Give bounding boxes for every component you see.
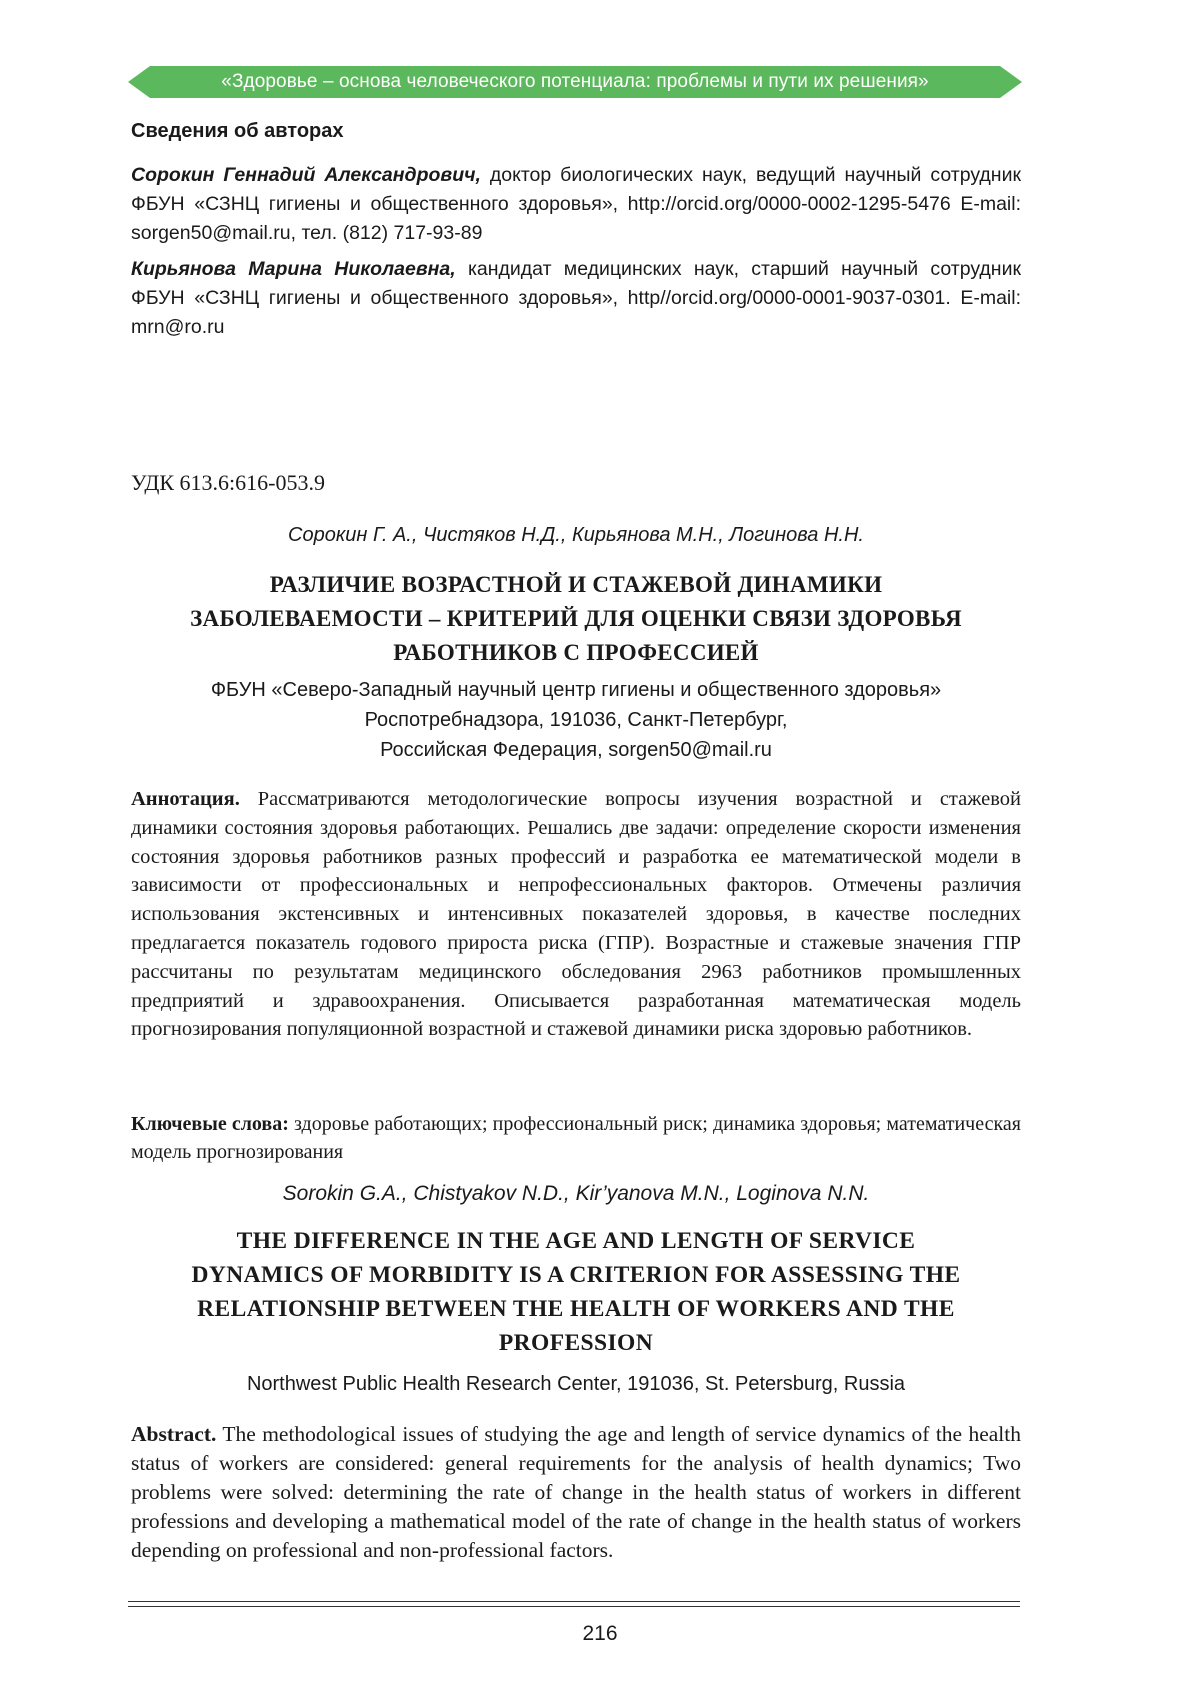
footer-rule-top [128,1601,1020,1602]
ru-affiliation-line: ФБУН «Северо-Западный научный центр гигиены и общественного здоровья» [131,675,1021,705]
annotation-label: Аннотация. [131,788,240,810]
author-info-2 [131,255,1021,342]
udk-code: УДК 613.6:616-053.9 [131,470,1021,496]
keywords-text: здоровье работающих; профессиональный риск; динамика здоровья; математическая модель прогнозирования [131,1113,1021,1163]
annotation-text: Рассматриваются методологические вопросы изучения возрастной и стажевой динамики состояния здоровья работающих. Решались две задачи: определение скорости изменения состояния здоровья работников разных профессий и разработка ее математической модели в зависимости от профессиональных и непрофессиональных факторов. Отмечены различия использования экстенсивных и интенсивных показателей здоровья, в качестве последних предлагается показатель годового прироста риска (ГПР). Возрастные и стажевые значения ГПР рассчитаны по результатам медицинского обследования 2963 работников промышленных предприятий и здравоохранения. Описывается разработанная математическая модель прогнозирования популяционной возрастной и стажевой динамики риска здоровью работников. [131,788,1021,1040]
en-affiliation: Northwest Public Health Research Center, 191036, St. Petersburg, Russia [131,1373,1021,1396]
en-title [131,1224,1021,1360]
author1-details: доктор биологических наук, ведущий научный сотрудник ФБУН «СЗНЦ гигиены и общественного здоровья», http://orcid.org/0000-0002-1295-5476 E-mail: sorgen50@mail.ru, тел. (812) 717-93-89 [131,164,1021,244]
ru-affiliation-line: Российская Федерация, sorgen50@mail.ru [131,735,1021,765]
ru-title [131,568,1021,670]
ru-affiliation-line: Роспотребнадзора, 191036, Санкт-Петербург, [131,705,1021,735]
ru-title-line: РАЗЛИЧИЕ ВОЗРАСТНОЙ И СТАЖЕВОЙ ДИНАМИКИ [131,568,1021,602]
ru-keywords [131,1110,1021,1166]
author1-name: Сорокин Геннадий Александрович, [131,164,481,186]
journal-banner [128,62,1022,102]
en-title-line: RELATIONSHIP BETWEEN THE HEALTH OF WORKERS AND THE [131,1292,1021,1326]
author2-details: кандидат медицинских наук, старший научный сотрудник ФБУН «СЗНЦ гигиены и общественного здоровья», http//orcid.org/0000-0001-9037-0301. E-mail: mrn@ro.ru [131,258,1021,338]
en-title-line: PROFESSION [131,1326,1021,1360]
abstract-label: Abstract. [131,1422,216,1446]
banner-text: «Здоровье – основа человеческого потенциала: проблемы и пути их решения» [128,62,1022,102]
page-number: 216 [0,1622,1200,1646]
footer-rule-bottom [128,1606,1020,1607]
authors-heading: Сведения об авторах [131,120,1021,143]
abstract-text: The methodological issues of studying the age and length of service dynamics of the health status of workers are considered: general requirements for the analysis of health dynamics; Two problems were solved: determining the rate of change in the health status of workers in different professions and developing a mathematical model of the rate of change in the health status of workers depending on professional and non-professional factors. [131,1422,1021,1562]
ru-authors: Сорокин Г. А., Чистяков Н.Д., Кирьянова М.Н., Логинова Н.Н. [131,524,1021,547]
ru-annotation [131,785,1021,1044]
ru-title-line: ЗАБОЛЕВАЕМОСТИ – КРИТЕРИЙ ДЛЯ ОЦЕНКИ СВЯЗИ ЗДОРОВЬЯ [131,602,1021,636]
en-title-line: THE DIFFERENCE IN THE AGE AND LENGTH OF SERVICE [131,1224,1021,1258]
en-abstract [131,1420,1021,1565]
keywords-label: Ключевые слова: [131,1113,289,1135]
en-title-line: DYNAMICS OF MORBIDITY IS A CRITERION FOR ASSESSING THE [131,1258,1021,1292]
author-info-1 [131,161,1021,248]
ru-title-line: РАБОТНИКОВ С ПРОФЕССИЕЙ [131,636,1021,670]
en-authors: Sorokin G.A., Chistyakov N.D., Kir’yanova M.N., Loginova N.N. [131,1182,1021,1206]
ru-affiliation [131,675,1021,765]
author2-name: Кирьянова Марина Николаевна, [131,258,456,280]
